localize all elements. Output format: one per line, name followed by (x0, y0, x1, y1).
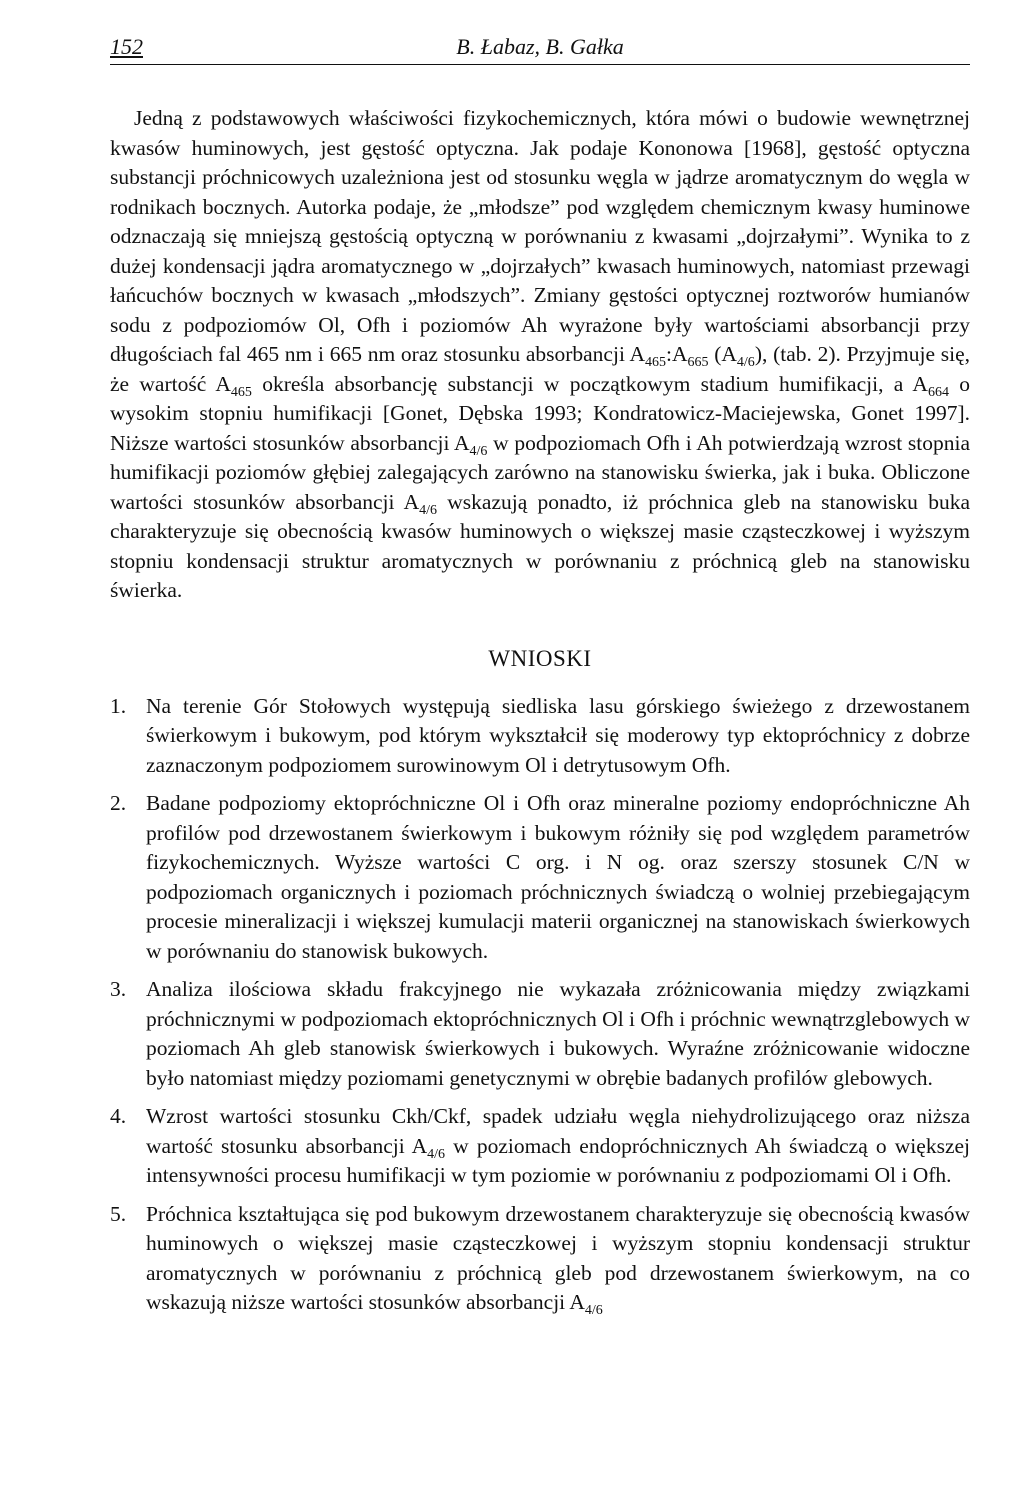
section-heading-conclusions: WNIOSKI (488, 645, 592, 671)
running-head: B. Łabaz, B. Gałka (456, 34, 624, 59)
conclusions-list (110, 692, 970, 1318)
conclusion-item (110, 975, 970, 1093)
conclusion-item (110, 1102, 970, 1191)
body-paragraph: Jedną z podstawowych właściwości fizykochemicznych, która mówi o budowie wewnętrznej kwasów huminowych, jest gęstość optyczna. Jak podaje Kononowa [1968], gęstość optyczna substancji próchnicowych uzależniona jest od stosunku węgla w jądrze aromatycznym do węgla w rodnikach bocznych. Autorka podaje, że „młodsze” pod względem chemicznym kwasy huminowe odznaczają się mniejszą gęstością optyczną w porównaniu z kwasami „dojrzałymi”. Wynika to z dużej kondensacji jądra aromatycznego w „dojrzałych” kwasach huminowych, natomiast przewagi łańcuchów bocznych w kwasach „młodszych”. Zmiany gęstości optycznej roztworów humianów sodu z podpoziomów Ol, Ofh i poziomów Ah wyrażone były wartościami absorbancji przy długościach fal 465 nm i 665 nm oraz stosunku absorbancji $A_{465}:A_{665}$ $(A_{4/6})$, (tab. 2). Przyjmuje się, że wartość $A_{465}$ określa absorbancję substancji w początkowym stadium humifikacji, a $A_{664}$ o wysokim stopniu humifikacji [Gonet, Dębska 1993; Kondratowicz-Maciejewska, Gonet 1997]. Niższe wartości stosunków absorbancji $A_{4/6}$ w podpoziomach Ofh i Ah potwierdzają wzrost stopnia humifikacji poziomów głębiej zalegających zarówno na stanowisku świerka, jak i buka. Obliczone wartości stosunków absorbancji $A_{4/6}$ wskazują ponadto, iż próchnica gleb na stanowisku buka charakteryzuje się obecnością kwasów huminowych o większej masie cząsteczkowej i wyższym stopniu kondensacji struktur aromatycznych w porównaniu z próchnicą gleb na stanowisku świerka. (110, 106, 971, 602)
page-header (110, 34, 970, 65)
conclusion-text: Analiza ilościowa składu frakcyjnego nie wykazała zróżnicowania między związkami próchnicznymi w podpoziomach ektopróchnicznych Ol i Ofh i próchnic wewnątrzglebowych w poziomach Ah gleb stanowisk świerkowych i bukowych. Wyraźne zróżnicowanie widoczne było natomiast między poziomami genetycznymi w obrębie badanych profilów glebowych. (146, 977, 970, 1090)
conclusion-text: Na terenie Gór Stołowych występują siedliska lasu górskiego świeżego z drzewostanem świerkowym i bukowym, pod którym wykształcił się moderowy typ ektopróchnicy z dobrze zaznaczonym podpoziomem surowinowym Ol i detrytusowym Ofh. (146, 693, 970, 777)
conclusion-number: 4. (110, 1104, 127, 1128)
page-body (110, 104, 970, 1327)
conclusion-item (110, 692, 970, 781)
conclusion-text: Badane podpoziomy ektopróchniczne Ol i Ofh oraz mineralne poziomy endopróchniczne Ah profilów pod drzewostanem świerkowym i bukowym różniły się pod względem parametrów fizykochemicznych. Wyższe wartości C org. i N og. oraz szerszy stosunek C/N w podpoziomach organicznych i poziomach próchnicznych świadczą o wolniej przebiegającym procesie mineralizacji i większej kumulacji materii organicznej na stanowiskach świerkowych w porównaniu do stanowisk bukowych. (146, 791, 970, 963)
conclusion-number: 3. (110, 977, 127, 1001)
conclusion-item (110, 789, 970, 966)
conclusion-text: Wzrost wartości stosunku Ckh/Ckf, spadek udziału węgla niehydrolizującego oraz niższa wartość stosunku absorbancji $A_{4/6}$ w poziomach endopróchnicznych Ah świadczą o większej intensywności procesu humifikacji w tym poziomie w porównaniu z podpoziomami Ol i Ofh. (146, 1104, 970, 1187)
page-number: 152 (110, 34, 143, 59)
conclusion-item (110, 1200, 970, 1318)
conclusion-number: 5. (110, 1201, 127, 1226)
conclusion-text: Próchnica kształtująca się pod bukowym drzewostanem charakteryzuje się obecnością kwasów huminowych o większej masie cząsteczkowej i wyższym stopniu kondensacji struktur aromatycznych w porównaniu z próchnicą gleb pod drzewostanem świerkowym, na co wskazują niższe wartości stosunków absorbancji $A_{4/6}$ (146, 1201, 970, 1318)
conclusion-number: 2. (110, 791, 127, 815)
conclusion-number: 1. (110, 693, 127, 718)
